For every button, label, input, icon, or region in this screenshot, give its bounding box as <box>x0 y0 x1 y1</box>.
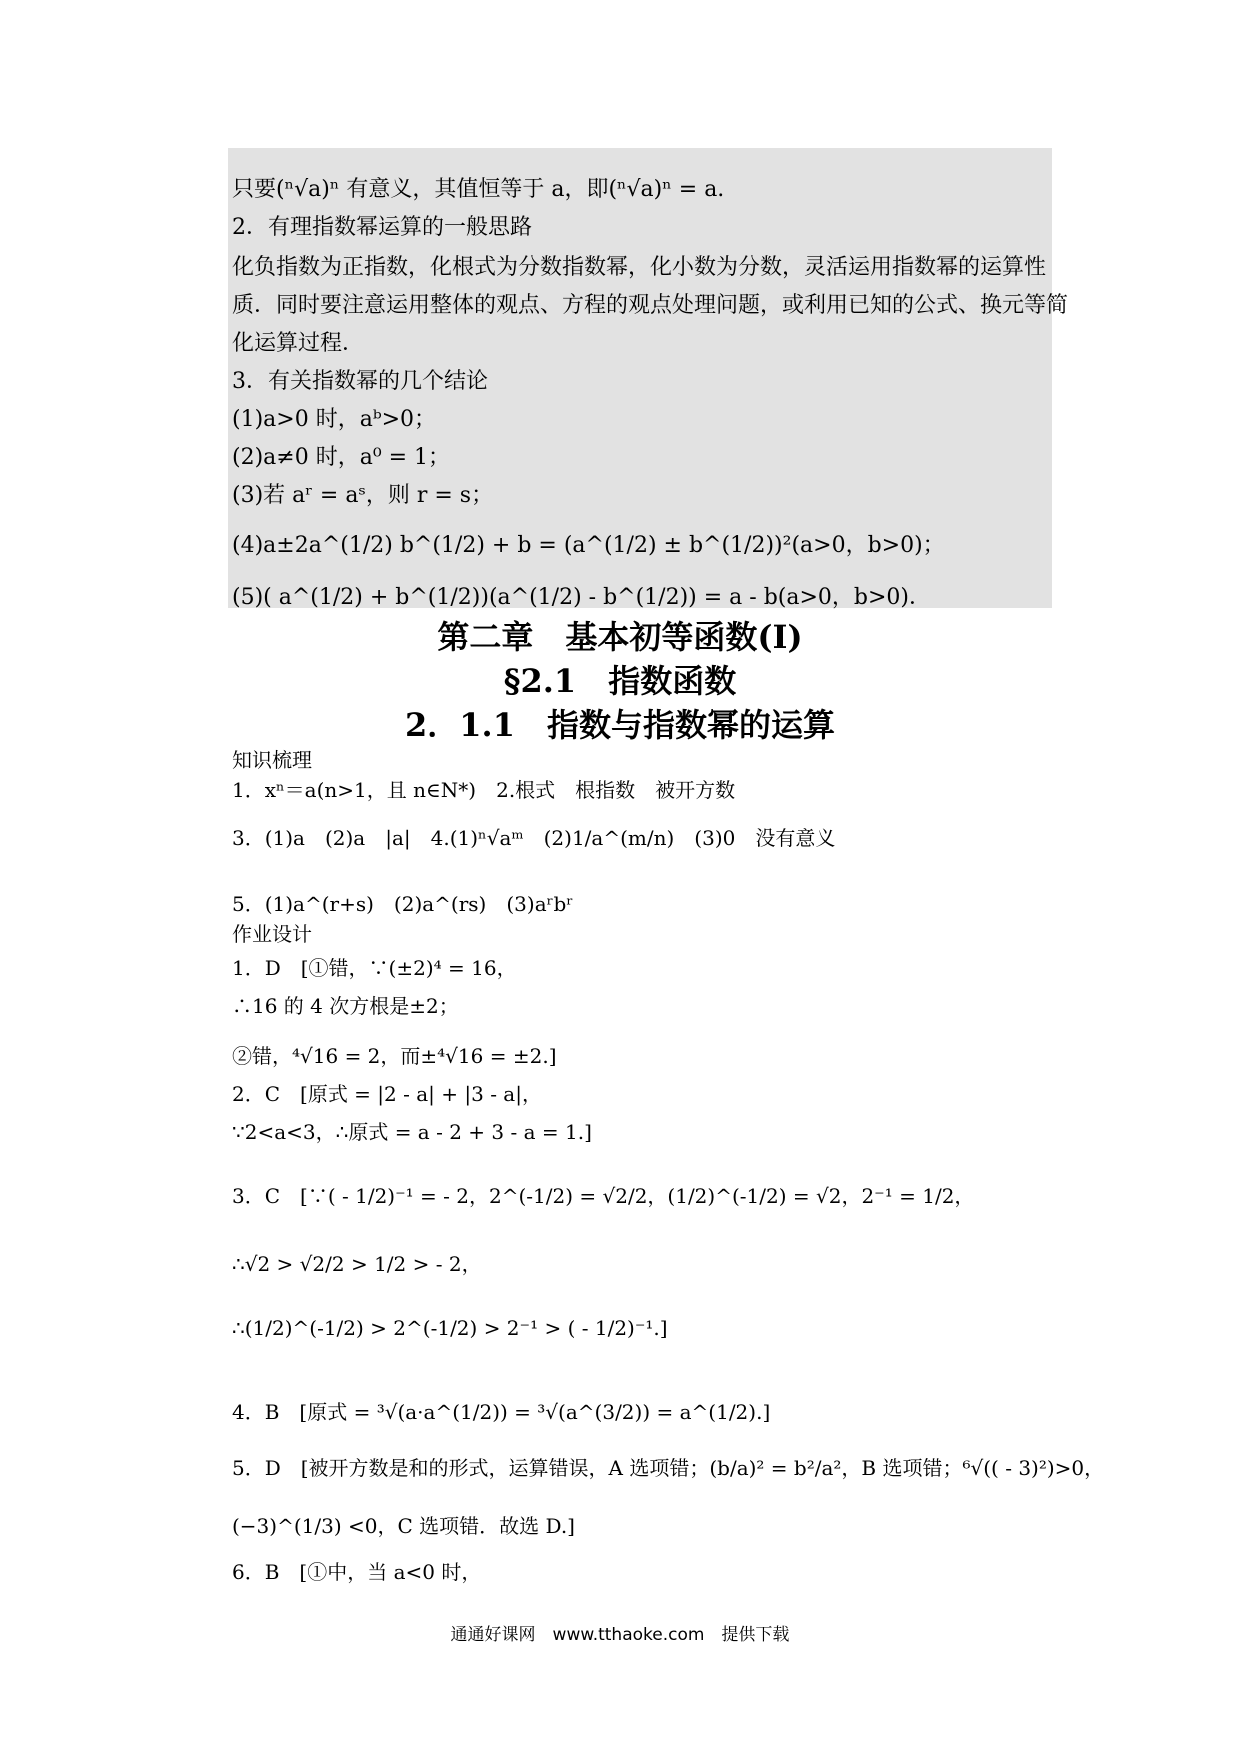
section-title: §2.1 指数函数 <box>503 662 737 700</box>
answer-line-6: 3．C [∵( - 1/2)⁻¹ = - 2，2^(-1/2) = √2/2，(1/2)^(-1/2) = √2，2⁻¹ = 1/2， <box>232 1184 975 1208</box>
knowledge-heading: 知识梳理 <box>232 748 312 772</box>
footer-text: 通通好课网 www.tthaoke.com 提供下载 <box>450 1625 790 1645</box>
answer-line-2: ∴16 的 4 次方根是±2； <box>232 994 459 1018</box>
box-line-7: (1)a>0 时，aᵇ>0； <box>232 407 437 432</box>
box-line-6: 3．有关指数幂的几个结论 <box>232 369 488 394</box>
answer-line-3: ②错，⁴√16 = 2，而±⁴√16 = ±2.] <box>232 1044 557 1068</box>
knowledge-line-2: 3．(1)a (2)a |a| 4.(1)ⁿ√aᵐ (2)1/a^(m/n) (3)0 没有意义 <box>232 826 836 850</box>
homework-heading: 作业设计 <box>232 922 312 946</box>
box-line-5: 化运算过程． <box>232 331 365 356</box>
knowledge-line-3: 5．(1)a^(r+s) (2)a^(rs) (3)aʳbʳ <box>232 892 574 916</box>
answer-line-8: ∴(1/2)^(-1/2) > 2^(-1/2) > 2⁻¹ > ( - 1/2)⁻¹.] <box>232 1316 668 1340</box>
subsection-title: 2．1.1 指数与指数幂的运算 <box>405 706 835 744</box>
box-line-11: (5)( a^(1/2) + b^(1/2))(a^(1/2) - b^(1/2)) = a - b(a>0，b>0)． <box>232 585 932 610</box>
box-line-8: (2)a≠0 时，a⁰ = 1； <box>232 445 451 470</box>
answer-line-10: 5．D [被开方数是和的形式，运算错误，A 选项错；(b/a)² = b²/a²，B 选项错；⁶√(( - 3)²)>0， <box>232 1456 1105 1480</box>
answer-line-11: (−3)^(1/3) <0，C 选项错．故选 D.] <box>232 1514 575 1538</box>
box-line-1: 只要(ⁿ√a)ⁿ 有意义，其值恒等于 a，即(ⁿ√a)ⁿ = a. <box>232 177 725 202</box>
box-line-2: 2．有理指数幂运算的一般思路 <box>232 215 532 240</box>
answer-line-7: ∴√2 > √2/2 > 1/2 > - 2， <box>232 1252 482 1276</box>
answer-line-9: 4．B [原式 = ³√(a·a^(1/2)) = ³√(a^(3/2)) = a^(1/2).] <box>232 1400 771 1424</box>
chapter-title: 第二章 基本初等函数(Ⅰ) <box>437 618 803 656</box>
knowledge-line-1: 1．xⁿ＝a(n>1，且 n∈N*) 2.根式 根指数 被开方数 <box>232 778 736 802</box>
box-line-3: 化负指数为正指数，化根式为分数指数幂，化小数为分数，灵活运用指数幂的运算性 <box>232 255 1047 280</box>
box-line-10: (4)a±2a^(1/2) b^(1/2) + b = (a^(1/2) ± b^(1/2))²(a>0，b>0)； <box>232 533 945 558</box>
answer-line-1: 1．D [①错，∵(±2)⁴ = 16， <box>232 956 517 980</box>
answer-line-12: 6．B [①中，当 a<0 时， <box>232 1560 482 1584</box>
answer-line-4: 2．C [原式 = |2 - a| + |3 - a|， <box>232 1082 542 1106</box>
answer-line-5: ∵2<a<3，∴原式 = a - 2 + 3 - a = 1.] <box>232 1120 592 1144</box>
box-line-9: (3)若 aʳ = aˢ，则 r = s； <box>232 483 494 508</box>
box-line-4: 质．同时要注意运用整体的观点、方程的观点处理问题，或利用已知的公式、换元等简 <box>232 293 1069 318</box>
